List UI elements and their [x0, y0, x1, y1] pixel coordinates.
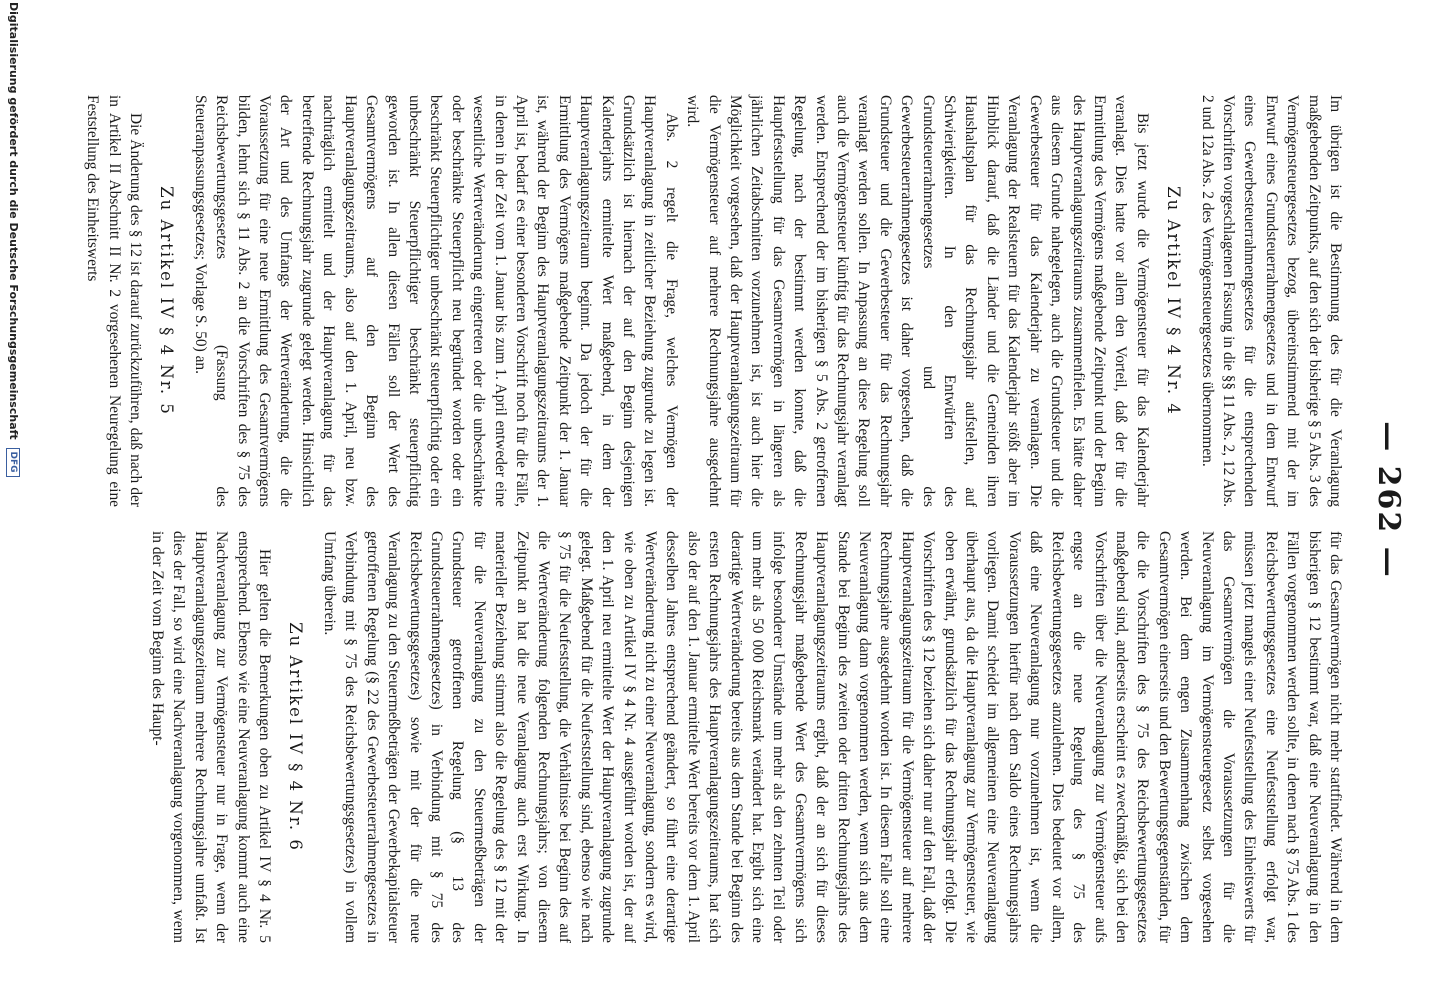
- paragraph-art4-nr4-1: Bis jetzt wurde die Vermögensteuer für das Kalenderjahr veranlagt. Dies hatte vor allem den Vorteil, daß der für die Ermittlung des Vermögens maßgebende Zeitpunkt und der Beginn des Hauptveranlagungszeitraums zusammenfielen. Es hätte daher aus diesem Grunde nahegelegen, auch die Grundsteuer und die Gewerbesteuer für das Kalenderjahr zu veranlagen. Die Veranlagung der Realsteuern für das Kalenderjahr stößt aber im Hinblick darauf, daß die Länder und die Gemeinden ihren Haushaltsplan für das Rechnungsjahr aufstellen, auf Schwierigkeiten. In den Entwürfen des Grundsteuerrahmengesetzes und des Gewerbesteuerrahmengesetzes ist daher vorgesehen, daß die Grundsteuer und die Gewerbesteuer für das Rechnungsjahr veranlagt werden sollen. In Anpassung an diese Regelung soll auch die Vermögensteuer künftig für das Rechnungsjahr veranlagt werden. Entsprechend der im bisherigen § 5 Abs. 2 getroffenen Regelung, nach der bestimmt werden konnte, daß die Hauptfeststellung für das Gesamtvermögen in längeren als jährlichen Zeitabschnitten vorzunehmen ist, ist auch hier die Möglichkeit vorgesehen, daß der Hauptveranlagungszeitraum für die Vermögensteuer auf mehrere Rechnungsjahre ausgedehnt wird.: [684, 95, 1151, 507]
- dfg-logo: DFG: [6, 448, 20, 477]
- left-column: [82, 95, 1346, 507]
- paragraph-art4-nr6-1: Hier gelten die Bemerkungen oben zu Artikel IV § 4 Nr. 5 entsprechend. Ebenso wie eine Neuveranlagung kommt auch eine Nachveranlagung zur Vermögensteuer nur in Frage, wenn der Hauptveranlagungszeitraum mehrere Rechnungsjahre umfaßt. Ist dies der Fall, so wird eine Nachveranlagung vorgenommen, wenn in der Zeit vom Beginn des Haupt-: [149, 531, 274, 943]
- section-heading-art4-nr6: Zu Artikel IV § 4 Nr. 6: [286, 622, 306, 852]
- paragraph-art4-nr5-1: Die Änderung des § 12 ist darauf zurückzuführen, daß nach der in Artikel II Abschnitt II Nr. 2 vorgesehenen Neuregelung eine Feststellung des Einheitswerts: [84, 95, 145, 507]
- paragraph-art4-nr4-2: Abs. 2 regelt die Frage, welches Vermögen der Hauptveranlagung in zeitlicher Beziehung zugrunde zu legen ist. Grundsätzlich ist hiernach der auf den Beginn desjenigen Kalenderjahrs ermittelte Wert maßgebend, in dem der Hauptveranlagungszeitraum beginnt. Da jedoch der für die Ermittlung des Vermögens maßgebende Zeitpunkt der 1. Januar ist, während der Beginn des Hauptveranlagungszeitraums der 1. April ist, bedarf es einer besonderen Vorschrift noch für die Fälle, in denen in der Zeit vom 1. Januar bis zum 1. April entweder eine wesentliche Wertveränderung eingetreten oder die unbeschränkte oder beschränkte Steuerpflicht neu begründet worden oder ein beschränkt Steuerpflichtiger unbeschränkt steuerpflichtig oder ein unbeschränkt Steuerpflichtiger beschränkt steuerpflichtig geworden ist. In allen diesen Fällen soll der Wert des Gesamtvermögens auf den Beginn des Hauptveranlagungszeitraums, also auf den 1. April, neu bzw. nachträglich ermittelt und der Hauptveranlagung für das betreffende Rechnungsjahr zugrunde gelegt werden. Hinsichtlich der Art und des Umfangs der Wertveränderung, die die Voraussetzung für eine neue Ermittlung des Gesamtvermögens bilden, lehnt sich § 11 Abs. 2 an die Vorschriften des § 75 des Reichsbewertungsgesetzes (Fassung des Steueranpassungsgesetzes; Vorlage S. 50) an.: [191, 95, 680, 507]
- left-intro-paragraph: Im übrigen ist die Bestimmung des für die Veranlagung maßgebenden Zeitpunkts, auf den sich der bisherige § 5 Abs. 3 des Vermögensteuergesetzes bezog, übereinstimmend mit der im Entwurf eines Grundsteuerrahmengesetzes und in dem Entwurf eines Gewerbesteuerrahmengesetzes für die entsprechenden Vorschriften vorgeschlagenen Fassung in die §§ 11 Abs. 2, 12 Abs. 2 und 12a Abs. 2 des Vermögensteuergesetzes übernommen.: [1198, 95, 1344, 507]
- page-number: — 262 —: [1371, 421, 1406, 579]
- section-heading-art4-nr4: Zu Artikel IV § 4 Nr. 4: [1164, 186, 1184, 416]
- section-heading-art4-nr5: Zu Artikel IV § 4 Nr. 5: [157, 186, 177, 416]
- digitization-credit: [6, 0, 20, 1000]
- right-column: [147, 531, 1346, 943]
- credit-text: Digitalisierung gefördert durch die Deutsche Forschungsgemeinschaft: [7, 2, 20, 440]
- right-intro-paragraph: für das Gesamtvermögen nicht mehr stattfindet. Während in dem bisherigen § 12 bestimmt war, daß eine Neuveranlagung in den Fällen vorgenommen werden sollte, in denen nach § 75 Abs. 1 des Reichsbewertungsgesetzes eine Neufeststellung erfolgt war, müssen jetzt mangels einer Neufeststellung des Einheitswerts für das Gesamtvermögen die Voraussetzungen für die Neuveranlagung im Vermögensteuergesetz selbst vorgesehen werden. Bei dem engen Zusammenhang zwischen dem Gesamtvermögen einerseits und den Bewertungsgegenständen, für die die Vorschriften des § 75 des Reichsbewertungsgesetzes maßgebend sind, anderseits erscheint es zweckmäßig, sich bei den Vorschriften über die Neuveranlagung zur Vermögensteuer aufs engste an die neue Regelung des § 75 des Reichsbewertungsgesetzes anzulehnen. Dies bedeutet vor allem, daß eine Neuveranlagung nur vorzunehmen ist, wenn die Voraussetzungen hierfür nach dem Saldo eines Rechnungsjahrs vorliegen. Damit scheidet im allgemeinen eine Neuveranlagung überhaupt aus, da die Hauptveranlagung zur Vermögensteuer, wie oben erwähnt, grundsätzlich für das Rechnungsjahr erfolgt. Die Vorschriften des § 12 beziehen sich daher nur auf den Fall, daß der Hauptveranlagungszeitraum für die Vermögensteuer auf mehrere Rechnungsjahre ausgedehnt worden ist. In diesem Falle soll eine Neuveranlagung dann vorgenommen werden, wenn sich aus dem Stande bei Beginn des zweiten oder dritten Rechnungsjahrs des Hauptveranlagungszeitraums ergibt, daß der an sich für dieses Rechnungsjahr maßgebende Wert des Gesamtvermögens sich infolge besonderer Umstände um mehr als den zehnten Teil oder um mehr als 50 000 Reichsmark verändert hat. Ergibt sich eine derartige Wertveränderung bereits aus dem Stande bei Beginn des ersten Rechnungsjahrs des Hauptveranlagungszeitraums, hat sich also der auf den 1. Januar ermittelte Wert bereits vor dem 1. April desselben Jahres entsprechend geändert, so führt eine derartige Wertveränderung nicht zu einer Neuveranlagung, sondern es wird, wie oben zu Artikel IV § 4 Nr. 4 ausgeführt worden ist, der auf den 1. April neu ermittelte Wert der Hauptveranlagung zugrunde gelegt. Maßgebend für die Neufeststellung sind, ebenso wie nach § 75 für die Neufeststellung, die Verhältnisse bei Beginn des auf die Wertveränderung folgenden Rechnungsjahrs; von diesem Zeitpunkt an hat die neue Veranlagung auch erst Wirkung. In materieller Beziehung stimmt also die Regelung des § 12 mit der für die Neuveranlagung zu den Steuermeßbeträgen der Grundsteuer getroffenen Regelung (§ 13 des Grundsteuerrahmengesetzes) in Verbindung mit § 75 des Reichsbewertungsgesetzes) sowie mit der für die neue Veranlagung zu den Steuermeßbeträgen der Gewerbekapitalsteuer getroffenen Regelung (§ 22 des Gewerbesteuerrahmengesetzes in Verbindung mit § 75 des Reichsbewertungsgesetzes) in vollem Umfang überein.: [320, 531, 1344, 943]
